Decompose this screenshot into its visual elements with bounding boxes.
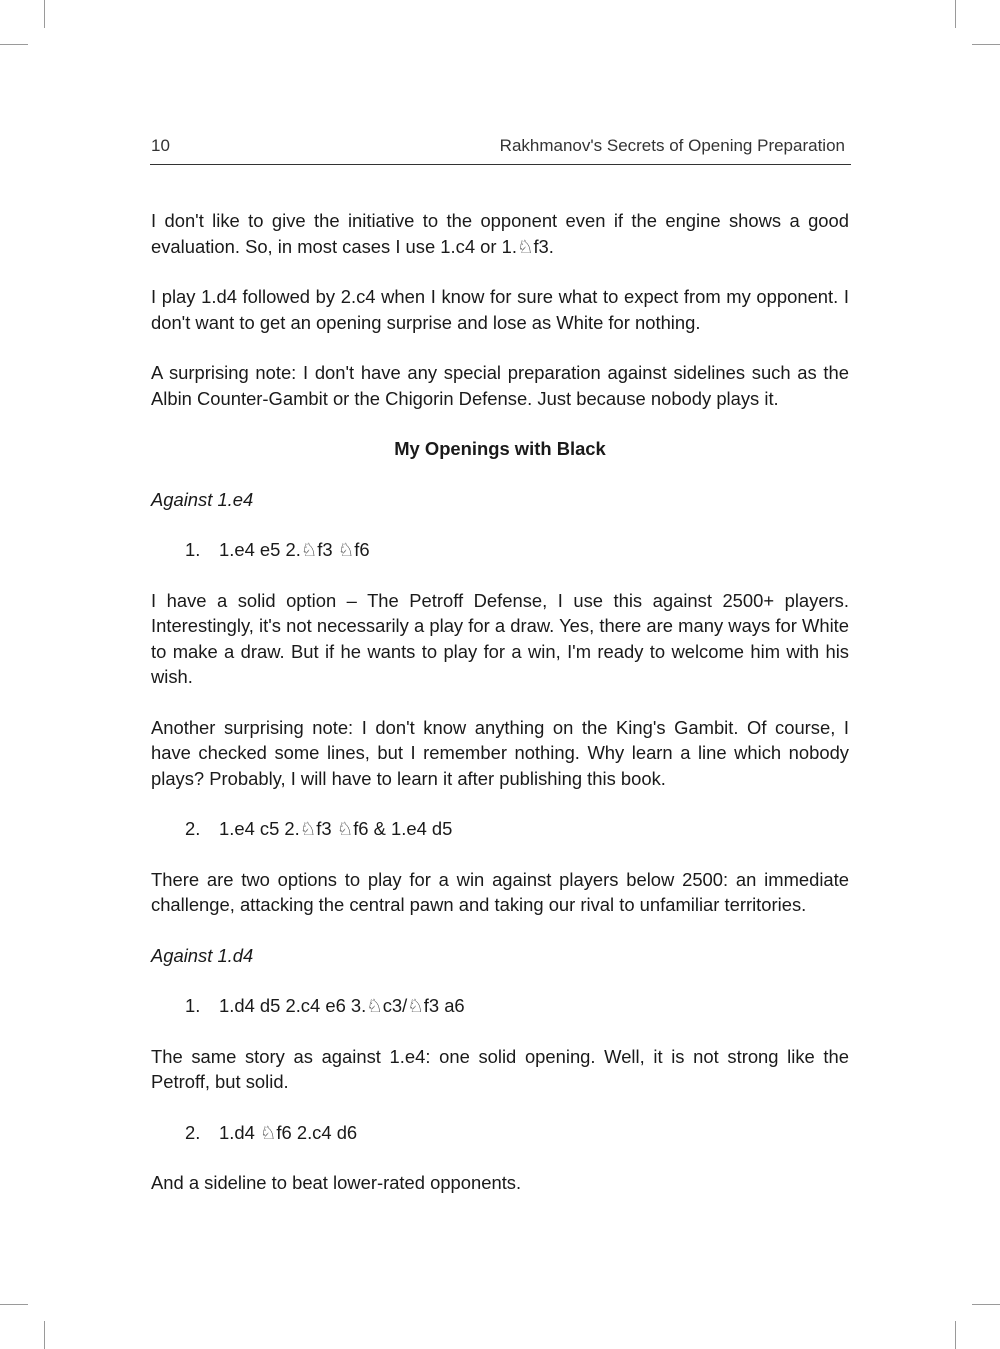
crop-mark (955, 0, 956, 28)
list-number: 2. (185, 1121, 201, 1143)
paragraph: And a sideline to beat lower-rated opponents. (151, 1172, 522, 1193)
paragraph: The same story as against 1.e4: one solid opening. Well, it is not strong like the Petroff, but solid. (151, 1045, 849, 1092)
paragraph: I don't like to give the initiative to the opponent even if the engine shows a good evaluation. So, in most cases I use 1.c4 or 1.♘f3. (151, 210, 849, 257)
paragraph: A surprising note: I don't have any special preparation against sidelines such as the Albin Counter-Gambit or the Chigorin Defense. Just because nobody plays it. (151, 362, 849, 409)
list-item (151, 537, 849, 563)
crop-mark (44, 1321, 45, 1349)
paragraph: There are two options to play for a win against players below 2500: an immediate challenge, attacking the central pawn and taking our rival to unfamiliar territories. (151, 868, 849, 915)
page-header (150, 134, 851, 165)
page-number: 10 (151, 136, 170, 155)
crop-mark (955, 1321, 956, 1349)
page-body (151, 208, 849, 1221)
list-number: 1. (185, 995, 201, 1016)
crop-mark (972, 1304, 1000, 1305)
list-number: 2. (185, 818, 201, 839)
running-title: Rakhmanov's Secrets of Opening Preparation (499, 136, 845, 155)
crop-mark (0, 44, 28, 45)
crop-mark (44, 0, 45, 28)
list-number: 1. (185, 539, 201, 560)
crop-mark (0, 1304, 28, 1305)
list-text: 1.e4 c5 2.♘f3 ♘f6 & 1.e4 d5 (219, 818, 453, 839)
section-heading: My Openings with Black (394, 438, 606, 459)
paragraph: I have a solid option – The Petroff Defense, I use this against 2500+ players. Interestingly, it's not necessarily a play for a draw. Yes, there are many ways for White to make a draw. But if he wants to play for a win, I'm ready to welcome him with his wish. (151, 589, 849, 687)
list-text: 1.d4 ♘f6 2.c4 d6 (219, 1121, 358, 1143)
list-item (151, 1120, 849, 1146)
list-item (151, 816, 849, 842)
list-text: 1.e4 e5 2.♘f3 ♘f6 (219, 539, 370, 560)
subheading: Against 1.d4 (151, 944, 254, 966)
crop-mark (972, 44, 1000, 45)
list-item (151, 993, 849, 1019)
subheading: Against 1.e4 (151, 488, 254, 510)
list-text: 1.d4 d5 2.c4 e6 3.♘c3/♘f3 a6 (219, 995, 465, 1016)
paragraph: I play 1.d4 followed by 2.c4 when I know for sure what to expect from my opponent. I don't want to get an opening surprise and lose as White for nothing. (151, 286, 849, 333)
paragraph: Another surprising note: I don't know anything on the King's Gambit. Of course, I have checked some lines, but I remember nothing. Why learn a line which nobody plays? Probably, I will have to learn it after publishing this book. (151, 716, 849, 789)
